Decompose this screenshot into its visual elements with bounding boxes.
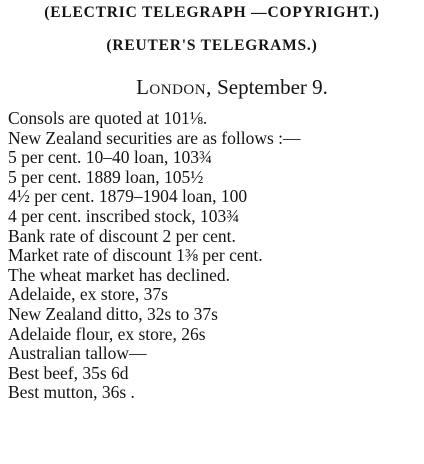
text-line-market-rate: Market rate of discount 1⅜ per cent. xyxy=(8,245,263,266)
text-line-best-beef: Best beef, 35s 6d xyxy=(8,362,129,383)
text-line-consols: Consols are quoted at 101⅛. xyxy=(8,108,208,128)
agency-header: (REUTER'S TELEGRAMS.) xyxy=(106,37,318,54)
text-line-best-mutton: Best mutton, 36s . xyxy=(8,382,135,403)
text-line-nz-securities: New Zealand securities are as follows :— xyxy=(8,127,301,148)
text-line-nz-ditto: New Zealand ditto, 32s to 37s xyxy=(8,303,218,324)
dateline-city: London, xyxy=(136,75,212,99)
text-line-inscribed-stock: 4 per cent. inscribed stock, 103¾ xyxy=(8,205,240,226)
text-line-bank-rate: Bank rate of discount 2 per cent. xyxy=(8,225,236,246)
text-line-loan-1879-1904: 4½ per cent. 1879–1904 loan, 100 xyxy=(8,186,248,207)
source-header: (ELECTRIC TELEGRAPH —COPYRIGHT.) xyxy=(44,4,380,21)
text-line-tallow: Australian tallow— xyxy=(8,343,147,364)
text-line-loan-1889: 5 per cent. 1889 loan, 105½ xyxy=(8,166,204,187)
dateline xyxy=(0,75,424,100)
text-line-adelaide: Adelaide, ex store, 37s xyxy=(8,284,168,305)
text-line-adelaide-flour: Adelaide flour, ex store, 26s xyxy=(8,323,206,344)
dateline-date: September 9. xyxy=(217,75,328,99)
text-line-loan-10-40: 5 per cent. 10–40 loan, 103¾ xyxy=(8,147,213,168)
text-line-wheat: The wheat market has declined. xyxy=(8,264,231,285)
article-body xyxy=(8,109,420,403)
